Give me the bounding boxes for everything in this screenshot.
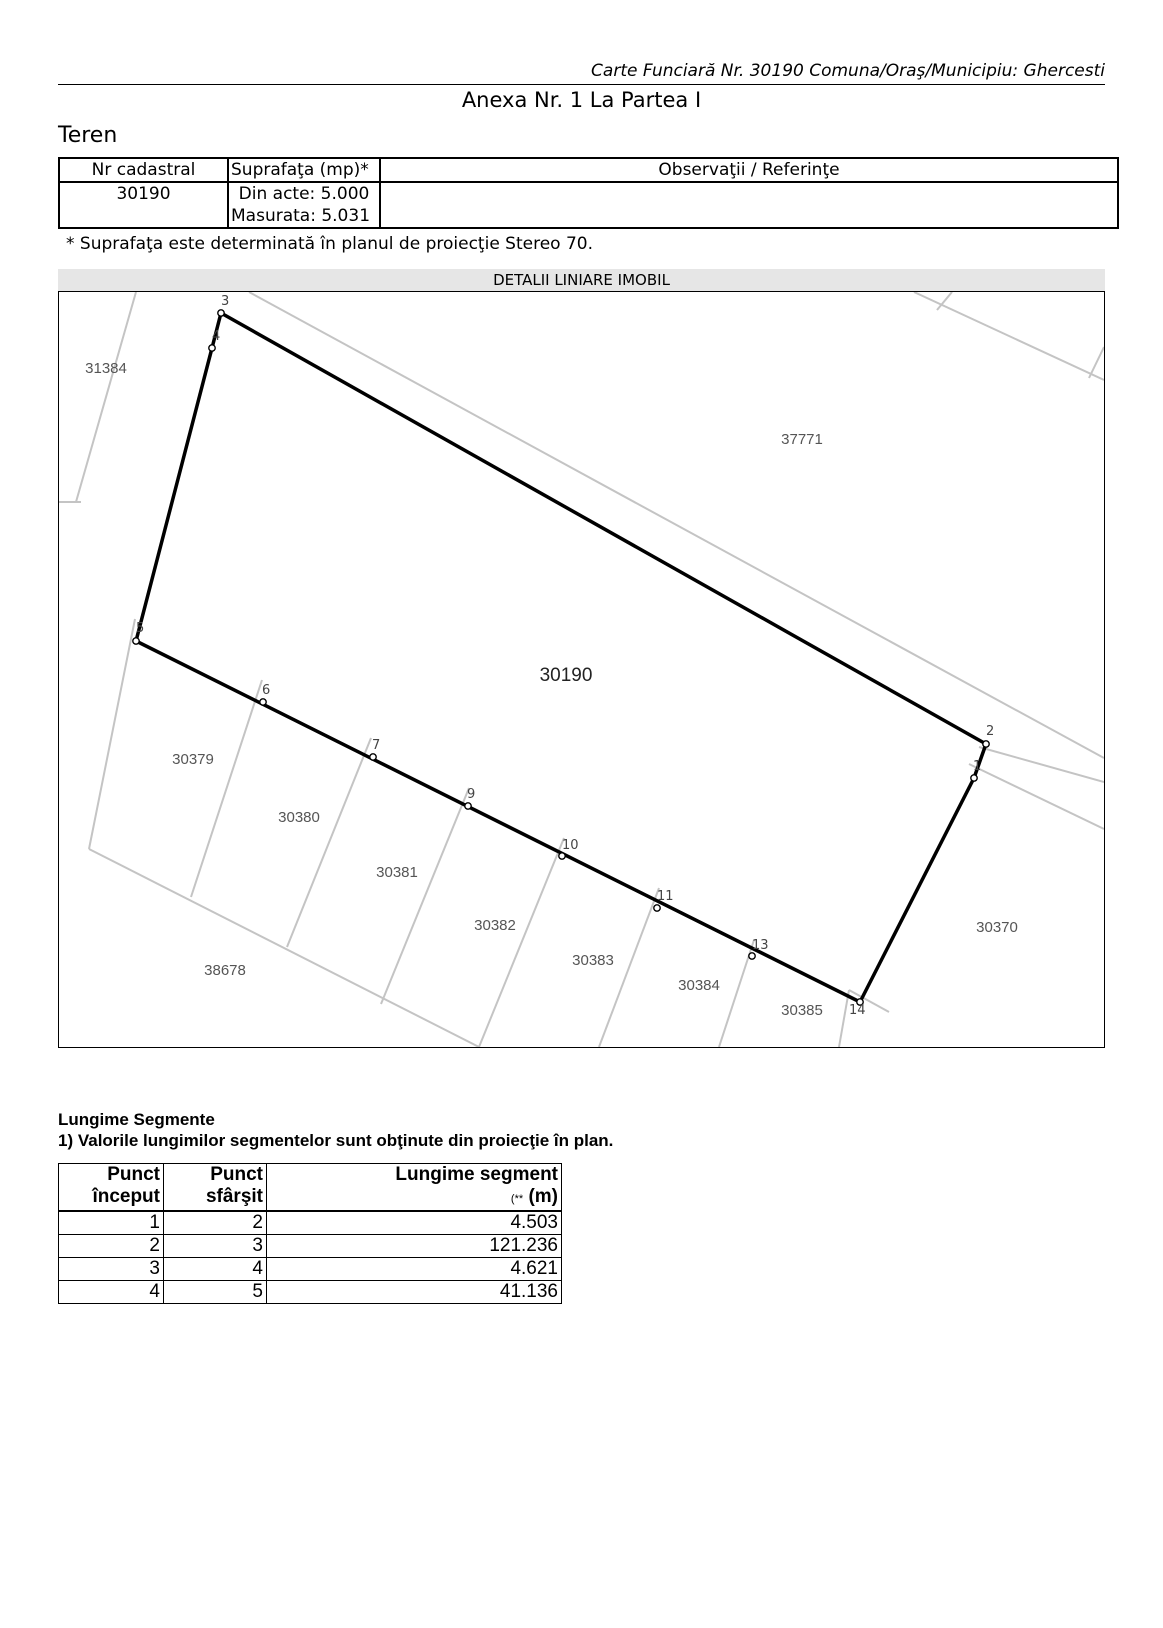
parcel-boundary — [136, 313, 986, 1002]
cell-end: 5 — [164, 1281, 267, 1304]
teren-table-header — [59, 158, 1118, 182]
cell-length: 121.236 — [267, 1235, 562, 1258]
col-start-line2: început — [92, 1186, 160, 1207]
parcel-label: 30384 — [678, 977, 720, 994]
cell-suprafata — [228, 182, 380, 228]
page-header — [58, 60, 1105, 85]
col-lungime-segment — [267, 1164, 562, 1212]
parcel-label: 37771 — [781, 431, 823, 448]
parcel-label: 30385 — [781, 1002, 823, 1019]
point-label-11: 11 — [657, 889, 674, 904]
table-row — [59, 1258, 562, 1281]
parcel-label: 30379 — [172, 751, 214, 768]
cell-observatii — [380, 182, 1118, 228]
cell-length: 4.503 — [267, 1211, 562, 1235]
col-punct-sfarsit — [164, 1164, 267, 1212]
col-nr-cadastral: Nr cadastral — [59, 158, 228, 182]
parcel-label-group — [85, 360, 1018, 1019]
point-label-1: 1 — [973, 759, 982, 774]
col-end-line2: sfârşit — [205, 1186, 263, 1207]
point-label-group — [136, 294, 994, 1018]
table-row — [59, 1281, 562, 1304]
point-label-10: 10 — [562, 838, 579, 853]
cell-end: 4 — [164, 1258, 267, 1281]
cell-end: 3 — [164, 1235, 267, 1258]
point-label-14: 14 — [849, 1003, 866, 1018]
point-label-7: 7 — [372, 738, 381, 753]
surface-note: * Suprafaţa este determinată în planul de proiecţie Stereo 70. — [66, 234, 594, 254]
header-title: Carte Funciară Nr. 30190 Comuna/Oraş/Municipiu: Ghercesti — [591, 61, 1105, 81]
point-label-6: 6 — [262, 683, 271, 698]
segments-table-header — [59, 1164, 562, 1212]
col-observatii: Observaţii / Referinţe — [380, 158, 1118, 182]
cell-nr-cadastral: 30190 — [59, 182, 228, 228]
col-len-unit: (m) — [528, 1186, 558, 1207]
col-start-line1: Punct — [107, 1164, 160, 1185]
segments-title: Lungime Segmente — [58, 1110, 215, 1129]
cell-start: 1 — [59, 1211, 164, 1235]
masurata-value: Masurata: 5.031 — [231, 206, 371, 226]
point-label-3: 3 — [221, 294, 230, 309]
col-len-line1: Lungime segment — [395, 1164, 558, 1185]
cadastral-map — [58, 291, 1105, 1048]
cell-end: 2 — [164, 1211, 267, 1235]
cell-length: 41.136 — [267, 1281, 562, 1304]
teren-heading: Teren — [58, 123, 118, 148]
parcel-label: 30380 — [278, 809, 320, 826]
table-row — [59, 1211, 562, 1235]
point-label-9: 9 — [467, 787, 476, 802]
point-label-4: 4 — [212, 329, 221, 344]
map-canvas — [59, 292, 1104, 1047]
parcel-label: 30382 — [474, 917, 516, 934]
col-end-line1: Punct — [210, 1164, 263, 1185]
main-parcel-label: 30190 — [539, 665, 593, 686]
parcel-label: 30370 — [976, 919, 1018, 936]
parcel-label: 38678 — [204, 962, 246, 979]
segments-subtitle: 1) Valorile lungimilor segmentelor sunt obţinute din proiecţie în plan. — [58, 1131, 614, 1150]
cell-start: 4 — [59, 1281, 164, 1304]
segments-heading — [58, 1109, 613, 1151]
teren-table-row — [59, 182, 1118, 228]
point-label-5: 5 — [136, 621, 145, 636]
parcel-label: 30381 — [376, 864, 418, 881]
col-len-unit-small: (** — [510, 1193, 524, 1205]
col-punct-inceput — [59, 1164, 164, 1212]
cell-start: 2 — [59, 1235, 164, 1258]
point-label-2: 2 — [986, 724, 995, 739]
boundary-points — [133, 310, 989, 1005]
parcel-label: 31384 — [85, 360, 127, 377]
din-acte-value: Din acte: 5.000 — [238, 184, 370, 204]
col-suprafata: Suprafaţa (mp)* — [228, 158, 380, 182]
parcel-label: 30383 — [572, 952, 614, 969]
cell-length: 4.621 — [267, 1258, 562, 1281]
point-label-13: 13 — [752, 938, 769, 953]
teren-table — [58, 157, 1119, 229]
map-title-bar: DETALII LINIARE IMOBIL — [58, 269, 1105, 291]
annex-title: Anexa Nr. 1 La Partea I — [461, 88, 702, 112]
segments-table — [58, 1163, 562, 1304]
cell-start: 3 — [59, 1258, 164, 1281]
col-len-line2 — [270, 1186, 558, 1210]
table-row — [59, 1235, 562, 1258]
